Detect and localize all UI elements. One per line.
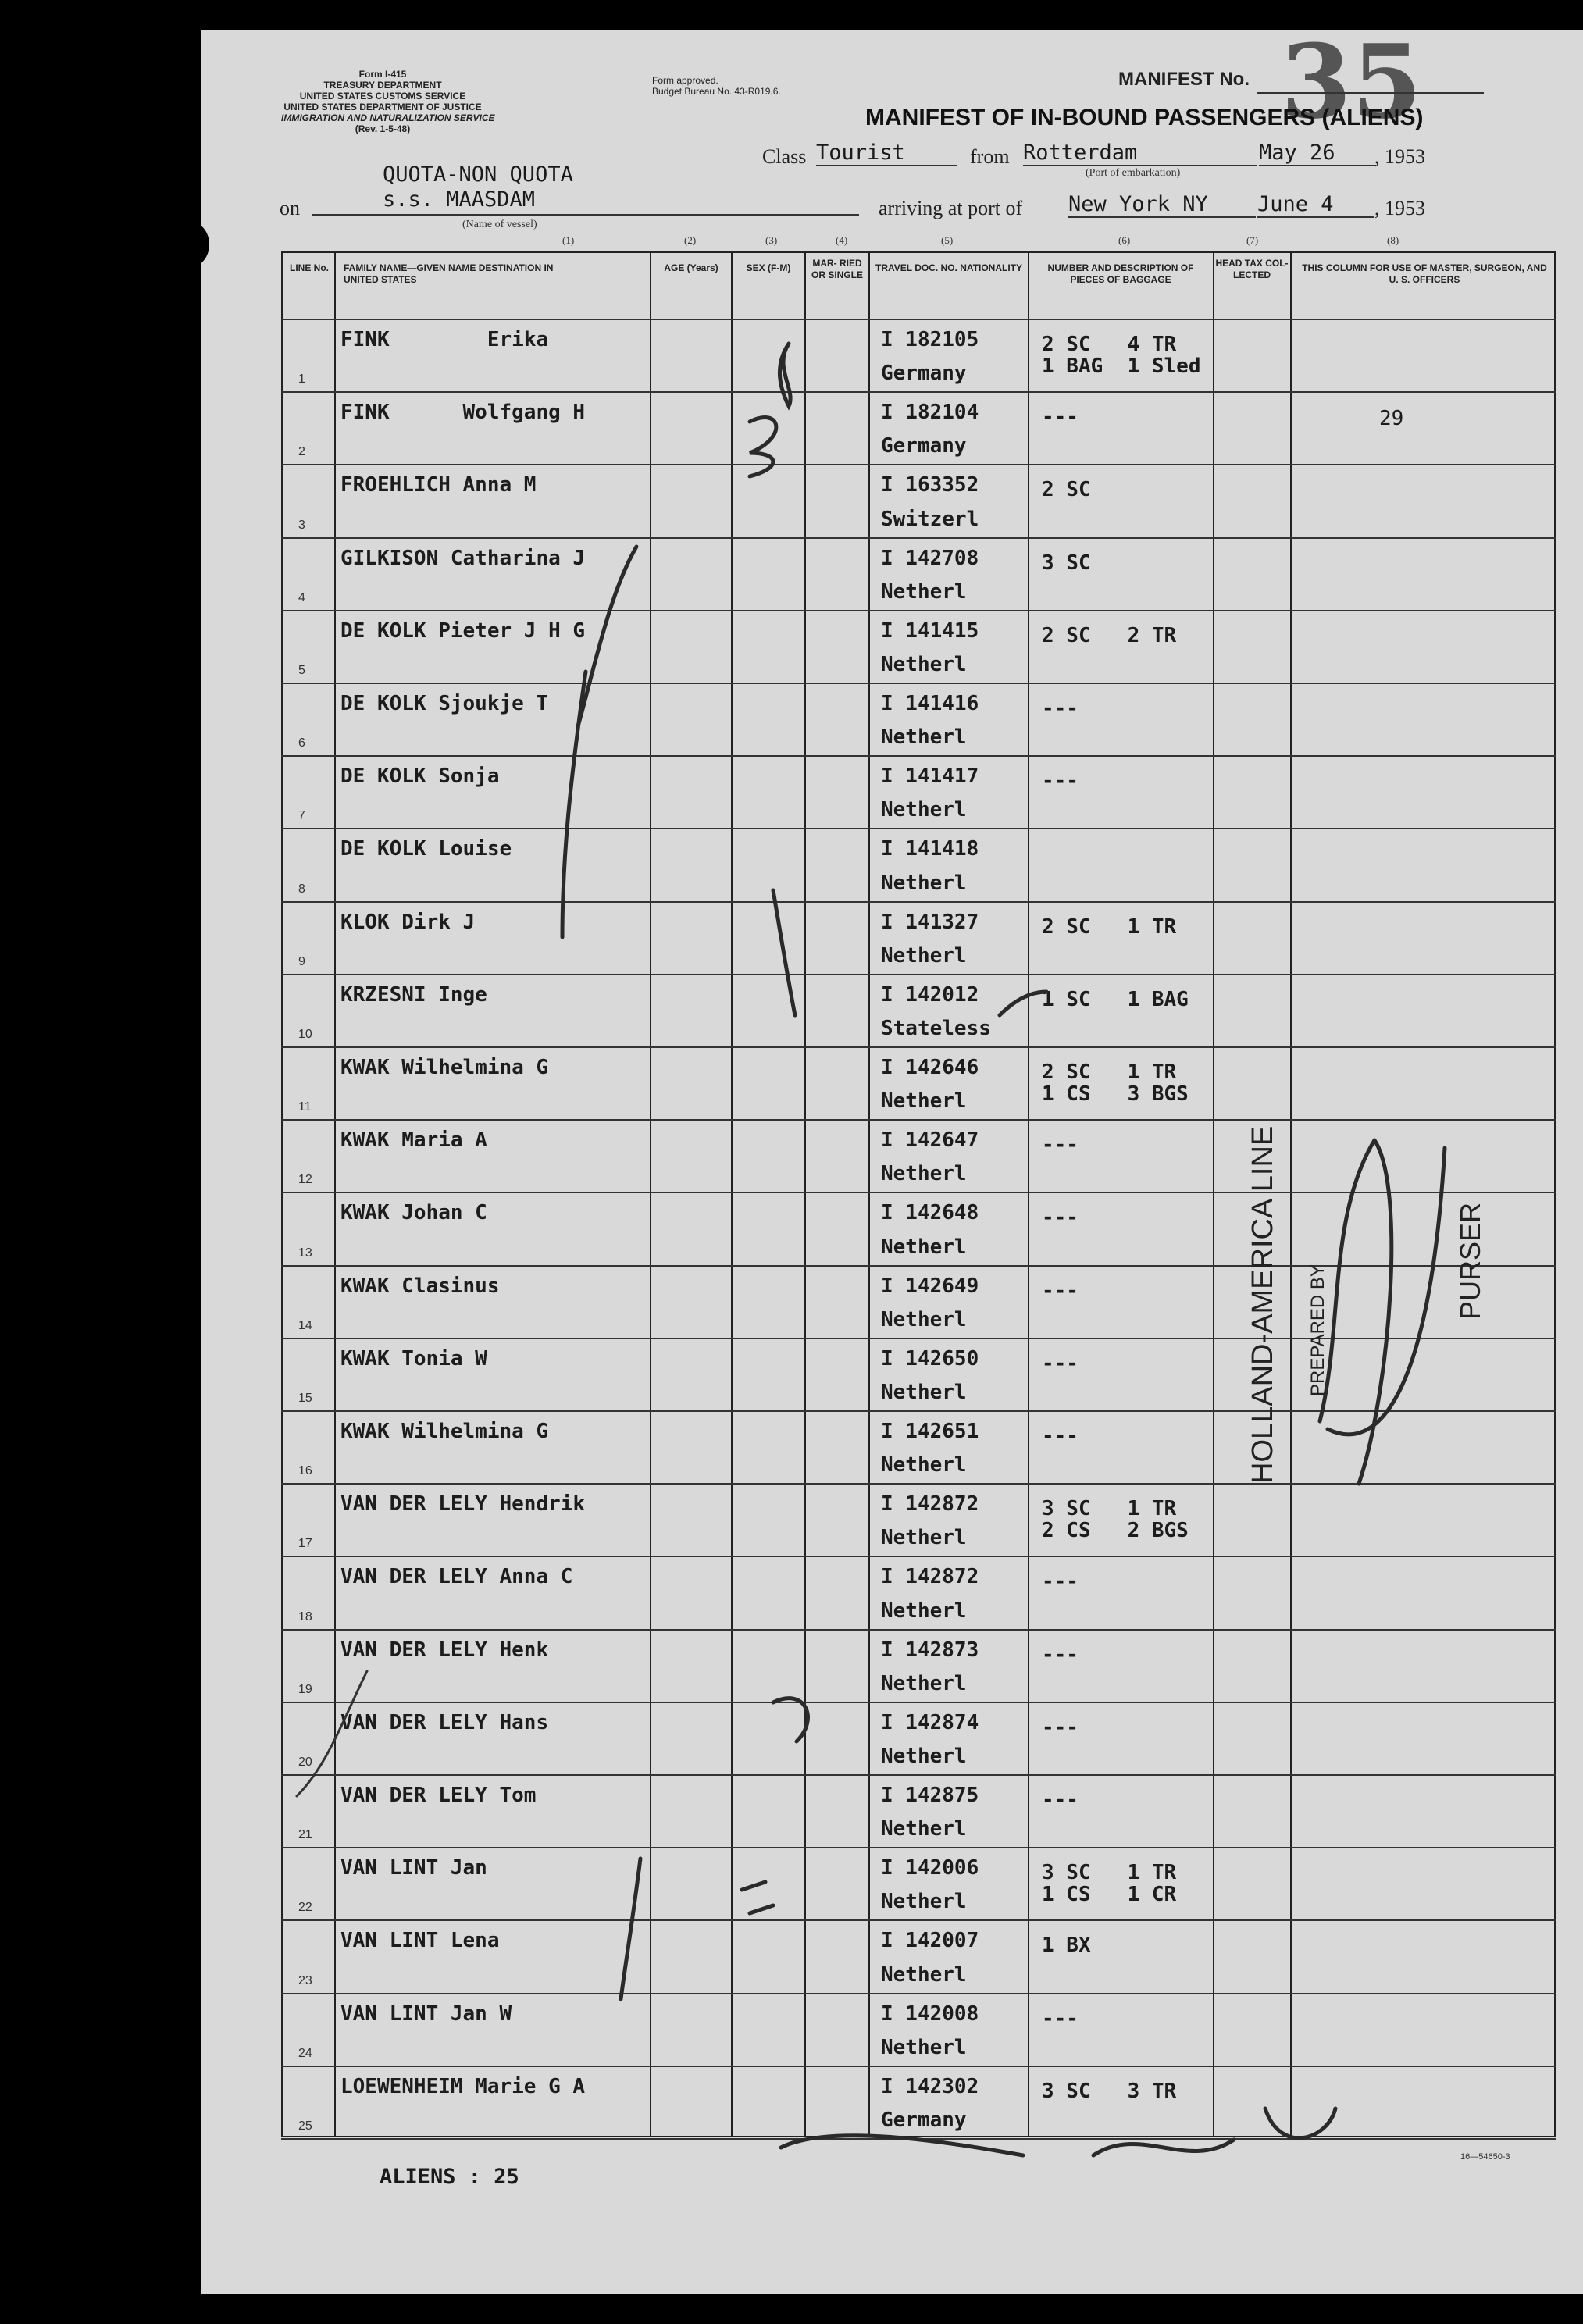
- line-number: 15: [298, 1392, 312, 1405]
- passenger-name: DE KOLK Louise: [340, 837, 512, 861]
- line-number: 24: [298, 2046, 312, 2060]
- nationality: Netherl: [881, 2035, 967, 2059]
- line-number: 7: [298, 809, 305, 823]
- passenger-name: KRZESNI Inge: [340, 982, 487, 1007]
- line-number: 14: [298, 1318, 312, 1332]
- passenger-name: FINK Erika: [340, 328, 549, 351]
- nationality: Stateless: [881, 1017, 991, 1040]
- baggage-line-1: ---: [1042, 1788, 1079, 1812]
- from-label: from: [970, 145, 1010, 168]
- travel-doc-number: I 141415: [881, 618, 979, 643]
- travel-doc-number: I 142646: [881, 1056, 979, 1079]
- baggage-line-1: ---: [1042, 405, 1079, 430]
- travel-doc-number: I 141416: [881, 692, 979, 715]
- travel-doc-number: I 142007: [881, 1929, 979, 1953]
- passenger-name: VAN LINT Lena: [340, 1929, 500, 1953]
- baggage-line-1: ---: [1042, 1278, 1079, 1303]
- column-number: (7): [1246, 234, 1259, 246]
- pen-mark: [1000, 992, 1046, 1015]
- baggage-line-1: 1 SC 1 BAG: [1042, 987, 1189, 1011]
- passenger-name: KWAK Maria A: [340, 1128, 487, 1153]
- immigration-service: IMMIGRATION AND NATURALIZATION SERVICE: [281, 112, 495, 123]
- nationality: Netherl: [881, 1162, 967, 1186]
- form-approved: Form approved.: [652, 75, 718, 86]
- line-number: 4: [298, 590, 305, 604]
- baggage-line-1: ---: [1042, 697, 1079, 720]
- travel-doc-number: I 142302: [881, 2074, 979, 2098]
- nationality: Netherl: [881, 1817, 967, 1841]
- travel-doc-number: I 142650: [881, 1346, 979, 1371]
- nationality: Netherl: [881, 1235, 967, 1259]
- baggage-line-2: 1 BAG 1 Sled: [1042, 355, 1201, 378]
- sex-column-header: SEX (F-M): [746, 262, 791, 273]
- baggage-line-1: 2 SC 4 TR: [1042, 333, 1177, 356]
- passenger-name: VAN DER LELY Hendrik: [340, 1492, 586, 1517]
- travel-doc-number: I 141327: [881, 910, 979, 934]
- nationality: Netherl: [881, 653, 967, 676]
- passenger-name: KWAK Tonia W: [340, 1346, 487, 1371]
- baggage-line-2: 1 CS 1 CR: [1042, 1883, 1177, 1907]
- column-number: (5): [941, 234, 954, 246]
- column-number: (6): [1118, 234, 1131, 246]
- prepared-by-label: PREPARED BY: [1307, 1264, 1328, 1396]
- manifest-number: 35: [1281, 22, 1422, 141]
- baggage-line-1: 2 SC 1 TR: [1042, 914, 1177, 939]
- passenger-name: DE KOLK Pieter J H G: [340, 618, 586, 643]
- pen-mark: [781, 2108, 1335, 2155]
- travel-doc-number: I 142651: [881, 1420, 979, 1443]
- baggage-line-1: 3 SC 1 TR: [1042, 1497, 1177, 1521]
- embark-year: , 1953: [1374, 145, 1425, 168]
- line-number: 12: [298, 1173, 312, 1187]
- travel-doc-number: I 142012: [881, 982, 979, 1007]
- arrival-port: New York NY: [1068, 192, 1256, 218]
- travel-doc-number: I 142648: [881, 1201, 979, 1225]
- head-tax-column-header: HEAD TAX COL- LECTED: [1215, 258, 1289, 280]
- baggage-line-1: 2 SC 2 TR: [1042, 623, 1177, 647]
- treasury-department: TREASURY DEPARTMENT: [323, 80, 442, 91]
- arriving-label: arriving at port of: [879, 197, 1023, 219]
- nationality: Germany: [881, 434, 967, 458]
- class-value: Tourist: [816, 141, 957, 166]
- passenger-name: VAN DER LELY Henk: [340, 1638, 549, 1662]
- baggage-line-1: 1 BX: [1042, 1934, 1091, 1958]
- passenger-name: KWAK Wilhelmina G: [340, 1420, 549, 1443]
- baggage-line-1: ---: [1042, 1351, 1079, 1375]
- married-column-header: MAR- RIED OR SINGLE: [811, 258, 863, 280]
- passenger-name: GILKISON Catharina J: [340, 546, 586, 570]
- nationality: Netherl: [881, 1453, 967, 1477]
- nationality: Germany: [881, 2108, 967, 2132]
- passenger-name: FINK Wolfgang H: [340, 401, 586, 425]
- passenger-name: DE KOLK Sonja: [340, 765, 500, 789]
- arrival-date: June 4: [1257, 192, 1374, 218]
- nationality: Netherl: [881, 1381, 967, 1404]
- baggage-line-1: 2 SC: [1042, 478, 1091, 502]
- line-number: 17: [298, 1537, 312, 1551]
- column-number: (2): [684, 234, 697, 246]
- travel-doc-number: I 142006: [881, 1856, 979, 1880]
- on-label: on: [280, 197, 300, 219]
- baggage-line-1: ---: [1042, 1715, 1079, 1739]
- baggage-line-1: 3 SC 1 TR: [1042, 1861, 1177, 1885]
- column-number: (8): [1387, 234, 1399, 246]
- pen-mark: [750, 418, 776, 476]
- pen-mark: [578, 547, 636, 726]
- nationality: Netherl: [881, 1307, 967, 1331]
- passenger-name: VAN LINT Jan: [340, 1856, 487, 1880]
- passenger-name: KLOK Dirk J: [340, 910, 476, 934]
- aliens-total: ALIENS : 25: [380, 2165, 519, 2189]
- passenger-name: KWAK Johan C: [340, 1201, 487, 1225]
- manifest-number-label: MANIFEST No.: [1118, 69, 1250, 90]
- travel-doc-number: I 142872: [881, 1492, 979, 1517]
- travel-doc-number: I 141418: [881, 837, 979, 861]
- line-number: 13: [298, 1246, 312, 1260]
- baggage-line-1: ---: [1042, 1642, 1079, 1666]
- passenger-name: KWAK Wilhelmina G: [340, 1056, 549, 1079]
- purser-signature: [1320, 1140, 1445, 1484]
- from-value: Rotterdam: [1023, 141, 1257, 166]
- nationality: Netherl: [881, 1671, 967, 1695]
- passenger-name: VAN DER LELY Tom: [340, 1784, 537, 1807]
- line-number: 22: [298, 1901, 312, 1915]
- nationality: Netherl: [881, 943, 967, 968]
- nationality: Netherl: [881, 1745, 967, 1768]
- line-number: 18: [298, 1609, 312, 1624]
- officer-notes: 29: [1379, 407, 1404, 431]
- line-number: 23: [298, 1973, 312, 1987]
- baggage-line-1: ---: [1042, 1424, 1079, 1448]
- line-number: 9: [298, 954, 305, 968]
- travel-doc-number: I 142708: [881, 546, 979, 570]
- travel-doc-number: I 142875: [881, 1784, 979, 1807]
- line-column-header: LINE No.: [290, 262, 329, 273]
- pen-mark: [773, 890, 795, 1015]
- line-number: 21: [298, 1828, 312, 1842]
- arrival-year: , 1953: [1374, 197, 1425, 219]
- baggage-line-2: 1 CS 3 BGS: [1042, 1082, 1189, 1106]
- travel-doc-number: I 142874: [881, 1710, 979, 1734]
- baggage-column-header: NUMBER AND DESCRIPTION OF PIECES OF BAGGAGE: [1047, 262, 1194, 285]
- name-column-header: FAMILY NAME—GIVEN NAME DESTINATION IN UNITED STATES: [344, 262, 554, 285]
- baggage-line-1: 3 SC: [1042, 551, 1091, 575]
- nationality: Germany: [881, 362, 967, 386]
- passenger-name: VAN DER LELY Hans: [340, 1710, 549, 1734]
- nationality: Netherl: [881, 798, 967, 822]
- baggage-line-1: ---: [1042, 2006, 1079, 2030]
- port-of-embarkation-note: (Port of embarkation): [1086, 167, 1181, 179]
- vessel-note: (Name of vessel): [462, 219, 537, 230]
- travel-doc-number: I 163352: [881, 473, 979, 497]
- line-number: 25: [298, 2119, 312, 2133]
- line-number: 6: [298, 736, 305, 750]
- passenger-name: KWAK Clasinus: [340, 1274, 500, 1298]
- holland-america-line-stamp: HOLLAND-AMERICA LINE: [1246, 1125, 1279, 1484]
- travel-doc-number: I 182104: [881, 401, 979, 425]
- nationality: Netherl: [881, 1089, 967, 1114]
- travel-doc-number: I 182105: [881, 328, 979, 351]
- travel-doc-number: I 142649: [881, 1274, 979, 1298]
- travel-doc-number: I 142647: [881, 1128, 979, 1153]
- embark-date: May 26: [1259, 141, 1376, 166]
- officers-column-header: THIS COLUMN FOR USE OF MASTER, SURGEON, AND U. S. OFFICERS: [1302, 262, 1547, 285]
- budget-bureau: Budget Bureau No. 43-R019.6.: [652, 86, 781, 97]
- vessel-name: s.s. MAASDAM: [383, 187, 536, 212]
- line-number: 20: [298, 1755, 312, 1769]
- baggage-line-1: ---: [1042, 1570, 1079, 1594]
- form-code: 16—54650-3: [1460, 2152, 1510, 2162]
- column-number: (3): [765, 234, 778, 246]
- baggage-line-2: 2 CS 2 BGS: [1042, 1519, 1189, 1543]
- travel-doc-number: I 141417: [881, 765, 979, 789]
- line-number: 16: [298, 1464, 312, 1478]
- pen-mark: [621, 1859, 640, 1999]
- passenger-name: LOEWENHEIM Marie G A: [340, 2074, 586, 2098]
- line-number: 1: [298, 372, 305, 387]
- class-label: Class: [762, 145, 807, 168]
- line-number: 3: [298, 518, 305, 532]
- passenger-name: DE KOLK Sjoukje T: [340, 692, 549, 715]
- baggage-line-1: ---: [1042, 1206, 1079, 1230]
- line-number: 2: [298, 445, 305, 459]
- passenger-name: FROEHLICH Anna M: [340, 473, 537, 497]
- baggage-line-1: ---: [1042, 769, 1079, 793]
- passenger-name: VAN LINT Jan W: [340, 2001, 512, 2026]
- column-number: (1): [562, 234, 575, 246]
- pen-mark: [779, 344, 790, 406]
- travel-doc-number: I 142872: [881, 1565, 979, 1589]
- customs-service: UNITED STATES CUSTOMS SERVICE: [299, 91, 466, 102]
- quota-type: QUOTA-NON QUOTA: [383, 162, 573, 187]
- travel-doc-number: I 142873: [881, 1638, 979, 1662]
- baggage-line-1: 2 SC 1 TR: [1042, 1060, 1177, 1084]
- age-column-header: AGE (Years): [664, 262, 718, 273]
- nationality: Netherl: [881, 1962, 967, 1987]
- line-number: 8: [298, 882, 305, 896]
- department-of-justice: UNITED STATES DEPARTMENT OF JUSTICE: [283, 102, 482, 112]
- nationality: Netherl: [881, 579, 967, 604]
- line-number: 19: [298, 1682, 312, 1696]
- baggage-line-1: ---: [1042, 1133, 1079, 1157]
- column-number: (4): [836, 234, 848, 246]
- baggage-line-1: 3 SC 3 TR: [1042, 2079, 1177, 2103]
- pen-mark: [742, 1882, 773, 1913]
- passenger-name: VAN DER LELY Anna C: [340, 1565, 573, 1589]
- travel-doc-column-header: TRAVEL DOC. NO. NATIONALITY: [875, 262, 1022, 273]
- travel-doc-number: I 142008: [881, 2001, 979, 2026]
- pen-mark: [297, 1671, 367, 1796]
- pen-mark: [773, 1698, 808, 1741]
- nationality: Netherl: [881, 1599, 967, 1623]
- form-number: Form I-415: [358, 69, 407, 80]
- line-number: 11: [298, 1100, 312, 1114]
- nationality: Netherl: [881, 871, 967, 895]
- nationality: Netherl: [881, 725, 967, 750]
- purser-label: PURSER: [1454, 1202, 1486, 1320]
- nationality: Switzerl: [881, 507, 979, 531]
- line-number: 10: [298, 1028, 312, 1041]
- nationality: Netherl: [881, 1526, 967, 1550]
- manifest-title: MANIFEST OF IN-BOUND PASSENGERS (ALIENS): [865, 105, 1424, 130]
- nationality: Netherl: [881, 1890, 967, 1914]
- revision-date: (Rev. 1-5-48): [355, 123, 411, 134]
- line-number: 5: [298, 664, 305, 677]
